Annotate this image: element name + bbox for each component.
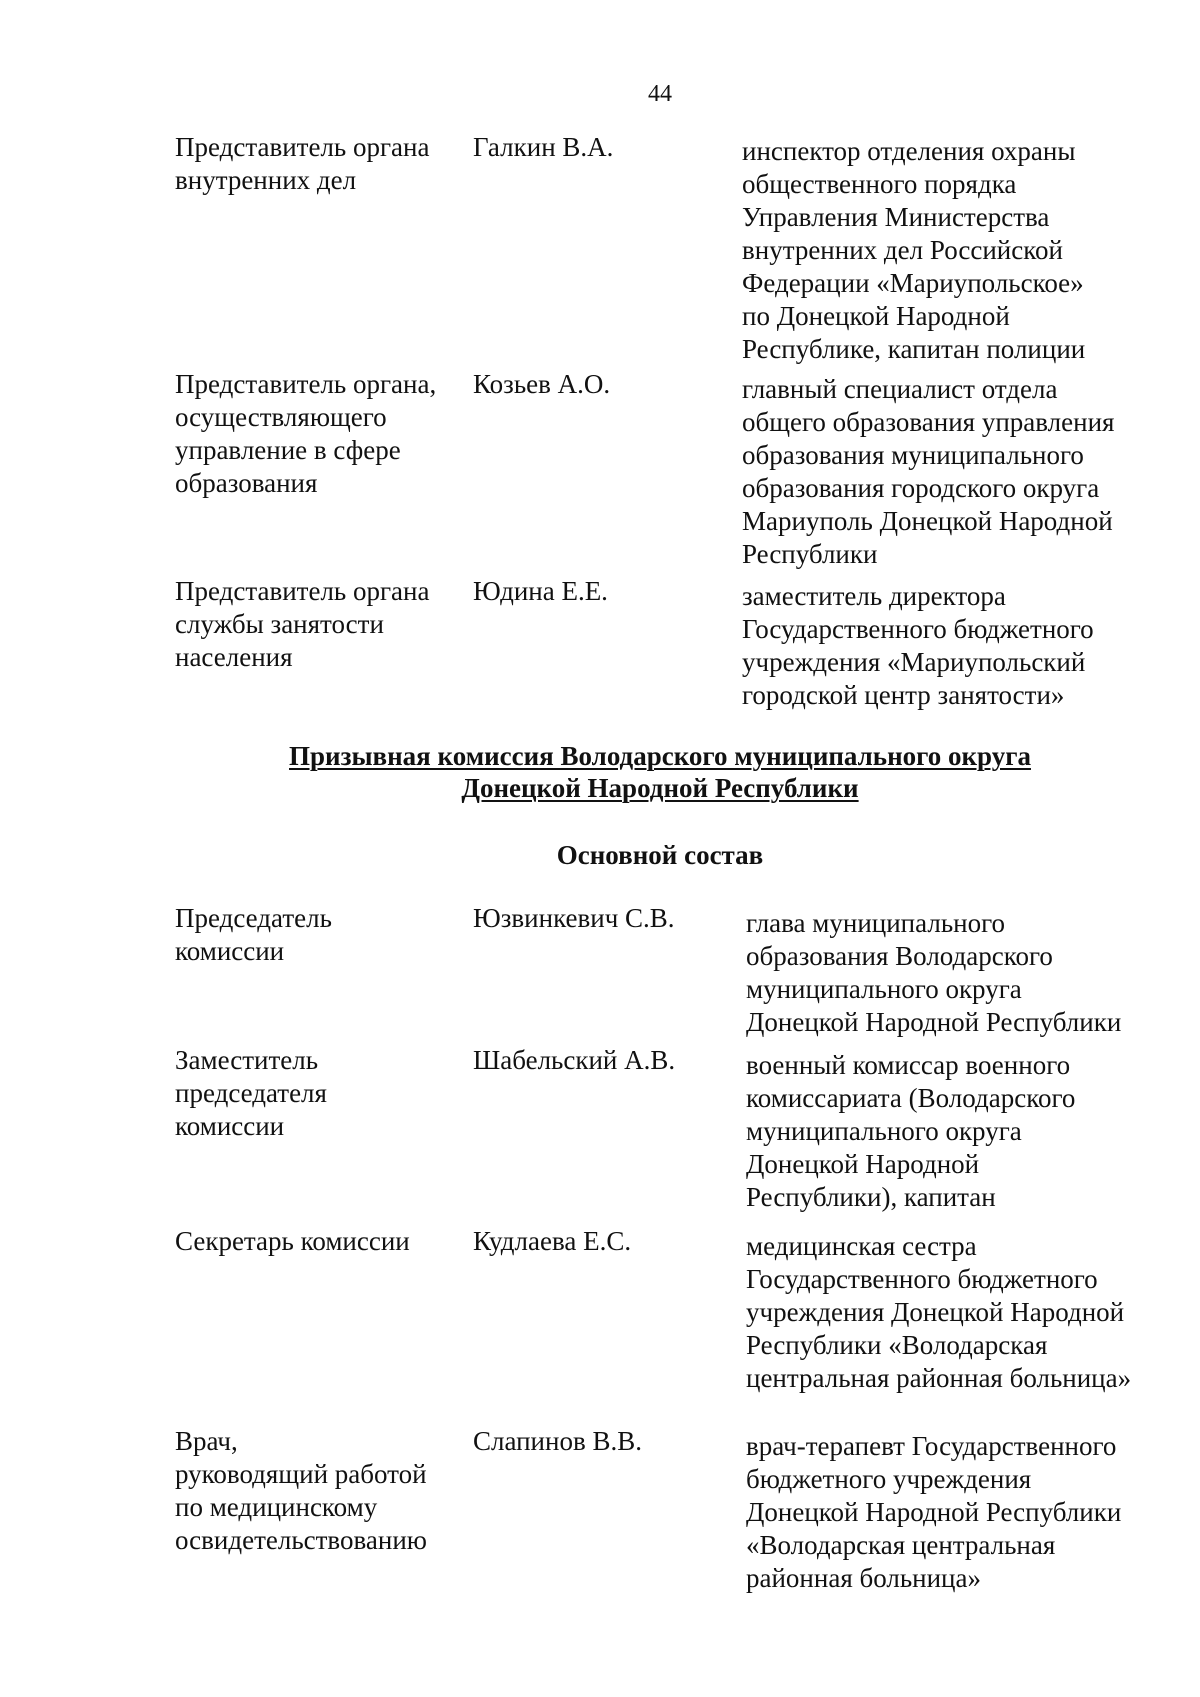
member-role: Представитель органа внутренних дел (175, 132, 430, 195)
member-position: военный комиссар военного комиссариата (Володарского муниципального округа Донецкой Народной Республики), капитан (746, 1050, 1076, 1212)
page-number: 44 (648, 81, 672, 107)
member-position: заместитель директора Государственного бюджетного учреждения «Мариупольский городской центр занятости» (742, 581, 1094, 710)
member-position: главный специалист отдела общего образования управления образования муниципального образования городского округа Мариуполь Донецкой Народной Республики (742, 374, 1115, 569)
composition-heading: Основной состав (556, 840, 764, 870)
member-role: Заместитель председателя комиссии (175, 1045, 327, 1141)
member-position: глава муниципального образования Володарского муниципального округа Донецкой Народной Республики (746, 908, 1122, 1037)
member-name: Галкин В.А. (473, 132, 614, 162)
member-role: Представитель органа, осуществляющего управление в сфере образования (175, 369, 437, 498)
member-role: Председатель комиссии (175, 903, 332, 966)
member-role: Секретарь комиссии (175, 1226, 410, 1256)
member-name: Козьев А.О. (473, 369, 611, 399)
member-name: Слапинов В.В. (473, 1426, 642, 1456)
member-name: Шабельский А.В. (473, 1045, 676, 1075)
commission-heading-line2: Донецкой Народной Республики (461, 773, 859, 803)
commission-heading (0, 740, 1200, 804)
member-role: Представитель органа службы занятости населения (175, 576, 430, 672)
member-name: Юдина Е.Е. (473, 576, 608, 606)
member-position: медицинская сестра Государственного бюджетного учреждения Донецкой Народной Республики «Володарская центральная районная больница» (746, 1231, 1132, 1393)
commission-heading-line1: Призывная комиссия Володарского муниципального округа (289, 741, 1031, 771)
member-position: инспектор отделения охраны общественного порядка Управления Министерства внутренних дел Российской Федерации «Мариупольское» по Донецкой Народной Республике, капитан полиции (742, 136, 1086, 364)
member-name: Кудлаева Е.С. (473, 1226, 632, 1256)
member-name: Юзвинкевич С.В. (473, 903, 675, 933)
member-role: Врач, руководящий работой по медицинскому освидетельствованию (175, 1426, 427, 1555)
member-position: врач-терапевт Государственного бюджетного учреждения Донецкой Народной Республики «Володарская центральная районная больница» (746, 1431, 1122, 1593)
